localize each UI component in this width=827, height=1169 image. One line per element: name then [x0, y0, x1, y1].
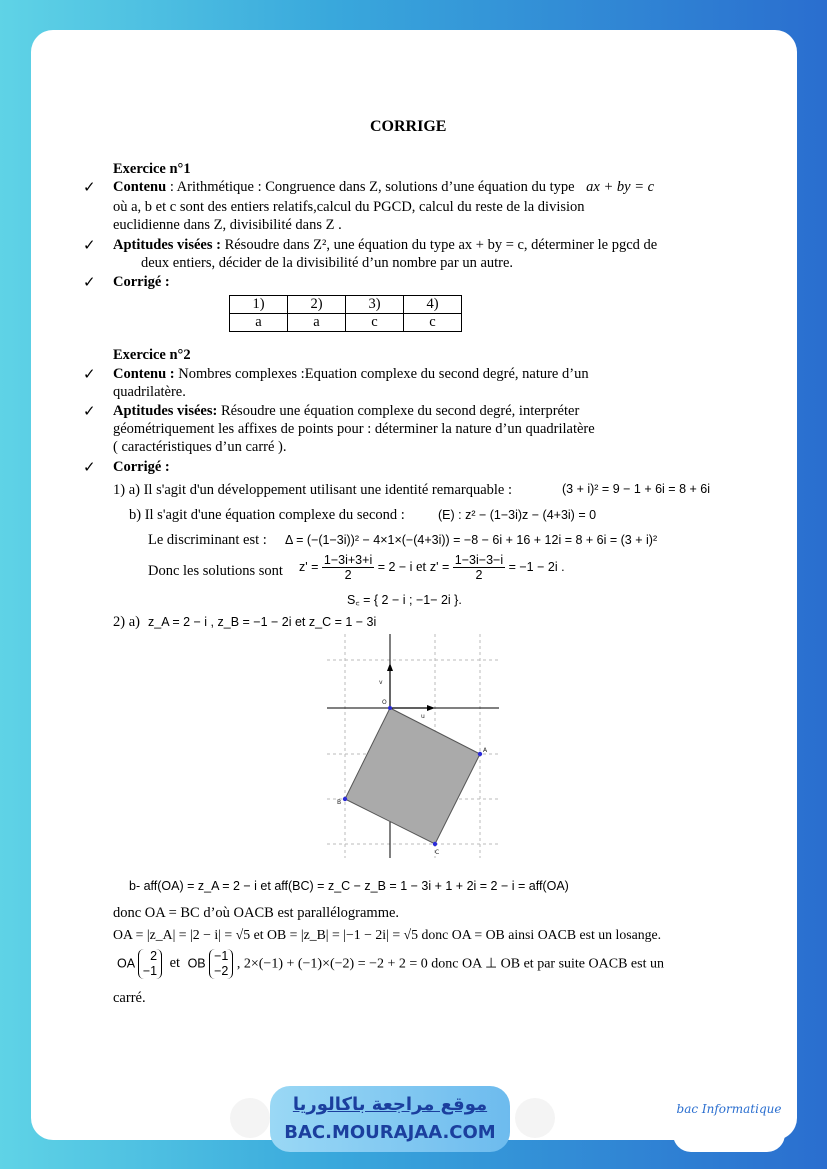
ex2-heading: Exercice n°2: [113, 347, 191, 363]
footer-site[interactable]: BAC.MOURAJAA.COM: [284, 1122, 496, 1143]
label-b: B: [337, 799, 342, 806]
disc-text: Le discriminant est :: [148, 532, 267, 548]
site-logo-icon: [515, 1098, 555, 1138]
q1b-formula: (E) : z² − (1−3i)z − (4+3i) = 0: [438, 508, 597, 522]
sol-formulas: z' = $\frac{1-3i+3+i}{2}$ = 2 − i et z' = $\frac{1-3i-3-i}{2}$ = −1 − 2i .: [299, 553, 565, 582]
check-icon: ✓: [83, 275, 96, 291]
losange-line: OA = |z_A| = |2 − i| = √5 et OB = |z_B| = |−1 − 2i| = √5 donc OA = OB ainsi OACB est un losange.: [113, 927, 662, 942]
table-cell: c: [346, 314, 404, 332]
label-v: v: [379, 679, 383, 686]
table-cell: a: [230, 314, 288, 332]
vec-oa-x: 2: [150, 949, 158, 963]
table-cell: c: [404, 314, 462, 332]
sol-text: Donc les solutions sont: [148, 563, 283, 579]
carre-end: carré.: [113, 990, 146, 1006]
ex1-contenu-line2: où a, b et c sont des entiers relatifs,calcul du PGCD, calcul du reste de la division: [113, 199, 585, 215]
vectors-line: OA 2 −1 et OB −1 −2 , 2×(−1) + (−1)×(−2) = −2 + 2 = 0 donc OA ⊥ OB et par suite OACB est un: [117, 949, 664, 978]
complex-plane-figure: [327, 634, 499, 858]
label-o: O: [382, 699, 387, 706]
ex1-aptitudes-line2: deux entiers, décider de la divisibilité d’un nombre par un autre.: [141, 255, 514, 271]
ex2-aptitudes: Aptitudes visées: Résoudre une équation complexe du second degré, interpréter: [113, 403, 580, 419]
ex1-aptitudes: Aptitudes visées : Résoudre dans Z², une équation du type ax + by = c, déterminer le pgcd de: [113, 237, 658, 253]
ex1-heading: Exercice n°1: [113, 161, 191, 177]
ex2-corrige-label: Corrigé :: [113, 459, 170, 475]
q1b-text: b) Il s'agit d'une équation complexe du second :: [129, 507, 405, 523]
solution-set: S꜀ = { 2 − i ; −1− 2i }.: [347, 593, 462, 607]
table-cell: 2): [288, 296, 346, 314]
vec-ob-x: −1: [214, 949, 229, 963]
q2a-formula: z_A = 2 − i , z_B = −1 − 2i et z_C = 1 − 3i: [148, 615, 377, 629]
vec-oa-y: −1: [142, 964, 158, 978]
site-logo-icon: [230, 1098, 270, 1138]
q1a-formula: (3 + i)² = 9 − 1 + 6i = 8 + 6i: [562, 482, 711, 496]
check-icon: ✓: [83, 238, 96, 254]
check-icon: ✓: [83, 460, 96, 476]
table-cell: a: [288, 314, 346, 332]
ex1-contenu: Contenu : Arithmétique : Congruence dans Z, solutions d’une équation du type ax + by = c: [113, 179, 655, 195]
carre-line: , 2×(−1) + (−1)×(−2) = −2 + 2 = 0 donc OA ⊥ OB et par suite OACB est un: [236, 956, 664, 972]
ex1-contenu-line3: euclidienne dans Z, divisibilité dans Z .: [113, 217, 342, 233]
bac-informatique-badge: bac Informatique: [673, 1066, 785, 1152]
ex2-aptitudes-line3: ( caractéristiques d’un carré ).: [113, 439, 287, 455]
check-icon: ✓: [83, 367, 96, 383]
answer-table: [229, 295, 462, 332]
check-icon: ✓: [83, 180, 96, 196]
q1a-text: 1) a) Il s'agit d'un développement utilisant une identité remarquable :: [113, 482, 513, 498]
ex1-corrige-label: Corrigé :: [113, 274, 170, 290]
disc-formula: Δ = (−(1−3i))² − 4×1×(−(4+3i)) = −8 − 6i + 16 + 12i = 8 + 6i = (3 + i)²: [285, 533, 658, 547]
check-icon: ✓: [83, 404, 96, 420]
ex2-contenu-line2: quadrilatère.: [113, 384, 186, 400]
footer-banner[interactable]: [270, 1086, 510, 1152]
label-c: C: [435, 849, 440, 856]
table-cell: 1): [230, 296, 288, 314]
ex2-aptitudes-line2: géométriquement les affixes de points pour : déterminer la nature d’un quadrilatère: [113, 421, 595, 437]
label-a: A: [483, 747, 488, 754]
document-page: [31, 30, 797, 1140]
page-title: CORRIGE: [370, 118, 447, 135]
vec-ob-y: −2: [214, 964, 229, 978]
ex2-contenu: Contenu : Nombres complexes :Equation complexe du second degré, nature d’un: [113, 366, 589, 382]
label-u: u: [421, 713, 425, 720]
table-cell: 4): [404, 296, 462, 314]
q2a-text: 2) a): [113, 614, 140, 630]
table-cell: 3): [346, 296, 404, 314]
donc-line: donc OA = BC d’où OACB est parallélogramme.: [113, 905, 400, 921]
q2b-formula: b- aff(OA) = z_A = 2 − i et aff(BC) = z_C − z_B = 1 − 3i + 1 + 2i = 2 − i = aff(OA): [129, 879, 569, 893]
footer-arabic: موقع مراجعة باكالوريا: [292, 1094, 488, 1115]
